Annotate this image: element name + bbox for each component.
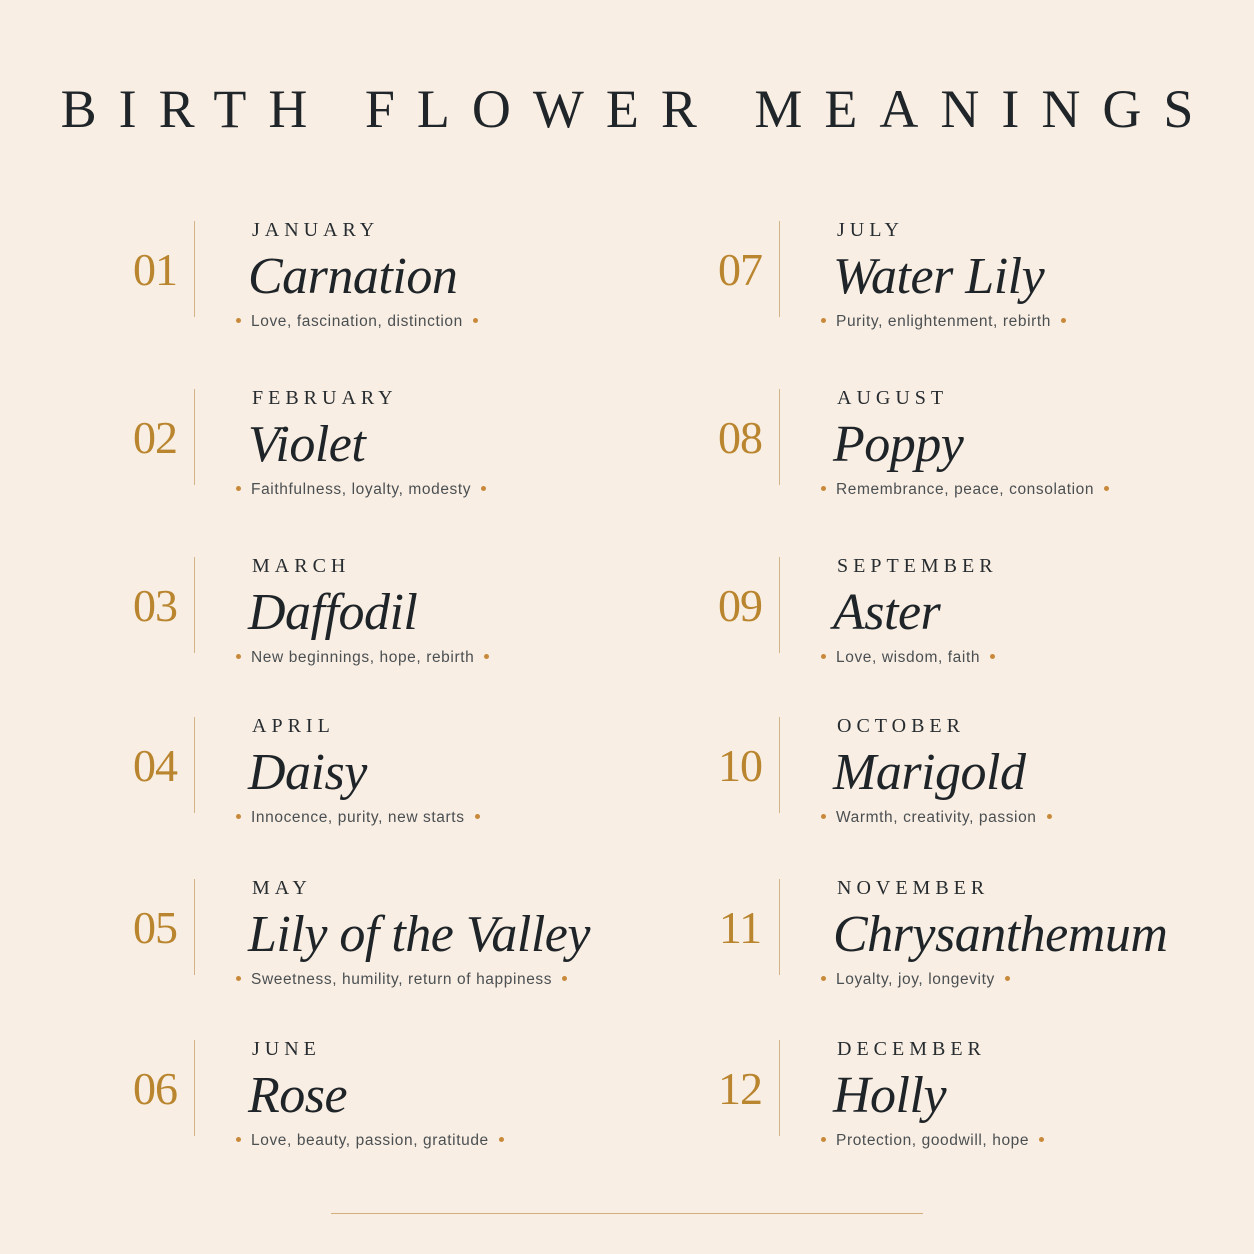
month-label: NOVEMBER bbox=[837, 877, 990, 899]
meaning-text: Loyalty, joy, longevity bbox=[836, 971, 995, 988]
flower-meaning bbox=[236, 809, 490, 827]
flower-name: Aster bbox=[833, 584, 941, 641]
flower-entry-june bbox=[118, 1040, 678, 1180]
flower-entry-august bbox=[703, 389, 1254, 529]
meaning-text: Protection, goodwill, hope bbox=[836, 1132, 1030, 1149]
bullet-dot-icon bbox=[1039, 1137, 1044, 1142]
entry-number: 05 bbox=[133, 902, 177, 953]
flower-entry-july bbox=[703, 221, 1254, 361]
flower-entry-december bbox=[703, 1040, 1254, 1180]
month-label: FEBRUARY bbox=[252, 387, 398, 409]
entry-number: 12 bbox=[718, 1063, 762, 1114]
flower-name: Daffodil bbox=[248, 584, 418, 641]
bullet-dot-icon bbox=[236, 1137, 241, 1142]
bullet-dot-icon bbox=[236, 654, 241, 659]
flower-entry-november bbox=[703, 879, 1254, 1019]
flower-entry-october bbox=[703, 717, 1254, 857]
bullet-dot-icon bbox=[236, 814, 241, 819]
meaning-text: Love, beauty, passion, gratitude bbox=[251, 1132, 489, 1149]
flower-entry-may bbox=[118, 879, 678, 1019]
bullet-dot-icon bbox=[562, 976, 567, 981]
bullet-dot-icon bbox=[481, 486, 486, 491]
flower-meaning bbox=[821, 313, 1076, 331]
vertical-divider bbox=[779, 879, 780, 975]
bullet-dot-icon bbox=[821, 814, 826, 819]
bullet-dot-icon bbox=[1005, 976, 1010, 981]
entry-number: 04 bbox=[133, 740, 177, 791]
bullet-dot-icon bbox=[484, 654, 489, 659]
vertical-divider bbox=[194, 879, 195, 975]
entry-number: 06 bbox=[133, 1063, 177, 1114]
flower-name: Chrysanthemum bbox=[833, 906, 1168, 963]
vertical-divider bbox=[779, 389, 780, 485]
bullet-dot-icon bbox=[236, 318, 241, 323]
month-label: AUGUST bbox=[837, 387, 949, 409]
entry-number: 01 bbox=[133, 244, 177, 295]
entry-number: 02 bbox=[133, 412, 177, 463]
flower-name: Water Lily bbox=[833, 248, 1045, 305]
meaning-text: Love, wisdom, faith bbox=[836, 649, 981, 666]
entry-number: 10 bbox=[718, 740, 762, 791]
flower-meaning bbox=[236, 649, 499, 667]
flower-name: Holly bbox=[833, 1067, 947, 1124]
vertical-divider bbox=[194, 221, 195, 317]
flower-meaning bbox=[821, 649, 1005, 667]
flower-entry-january bbox=[118, 221, 678, 361]
month-label: JULY bbox=[837, 219, 904, 241]
month-label: OCTOBER bbox=[837, 715, 965, 737]
meaning-text: Faithfulness, loyalty, modesty bbox=[251, 481, 472, 498]
bullet-dot-icon bbox=[821, 976, 826, 981]
flower-name: Violet bbox=[248, 416, 366, 473]
month-label: JANUARY bbox=[252, 219, 380, 241]
flower-entry-april bbox=[118, 717, 678, 857]
bullet-dot-icon bbox=[821, 1137, 826, 1142]
bullet-dot-icon bbox=[236, 486, 241, 491]
page-title: BIRTH FLOWER MEANINGS bbox=[60, 79, 1216, 139]
entry-number: 11 bbox=[718, 902, 762, 953]
flower-name: Rose bbox=[248, 1067, 348, 1124]
entry-number: 07 bbox=[718, 244, 762, 295]
bullet-dot-icon bbox=[990, 654, 995, 659]
bullet-dot-icon bbox=[499, 1137, 504, 1142]
month-label: SEPTEMBER bbox=[837, 555, 998, 577]
vertical-divider bbox=[779, 1040, 780, 1136]
flower-entry-february bbox=[118, 389, 678, 529]
vertical-divider bbox=[779, 717, 780, 813]
entry-number: 03 bbox=[133, 580, 177, 631]
vertical-divider bbox=[779, 557, 780, 653]
flower-meaning bbox=[821, 481, 1119, 499]
flower-name: Lily of the Valley bbox=[248, 906, 590, 963]
month-label: APRIL bbox=[252, 715, 335, 737]
flower-name: Marigold bbox=[833, 744, 1026, 801]
entry-number: 09 bbox=[718, 580, 762, 631]
flower-meaning bbox=[821, 971, 1020, 989]
bullet-dot-icon bbox=[475, 814, 480, 819]
meaning-text: Remembrance, peace, consolation bbox=[836, 481, 1095, 498]
meaning-text: New beginnings, hope, rebirth bbox=[251, 649, 475, 666]
meaning-text: Love, fascination, distinction bbox=[251, 313, 463, 330]
flower-name: Carnation bbox=[248, 248, 458, 305]
vertical-divider bbox=[194, 717, 195, 813]
vertical-divider bbox=[779, 221, 780, 317]
bullet-dot-icon bbox=[1104, 486, 1109, 491]
month-label: MARCH bbox=[252, 555, 351, 577]
flower-name: Poppy bbox=[833, 416, 964, 473]
flower-meaning bbox=[236, 313, 488, 331]
meaning-text: Purity, enlightenment, rebirth bbox=[836, 313, 1052, 330]
entry-number: 08 bbox=[718, 412, 762, 463]
bottom-divider bbox=[331, 1213, 923, 1214]
bullet-dot-icon bbox=[473, 318, 478, 323]
flower-meaning bbox=[236, 1132, 514, 1150]
meaning-text: Innocence, purity, new starts bbox=[251, 809, 465, 826]
bullet-dot-icon bbox=[236, 976, 241, 981]
flower-meaning bbox=[821, 1132, 1054, 1150]
meaning-text: Warmth, creativity, passion bbox=[836, 809, 1037, 826]
flower-meaning bbox=[236, 971, 577, 989]
vertical-divider bbox=[194, 557, 195, 653]
month-label: DECEMBER bbox=[837, 1038, 986, 1060]
flower-entry-september bbox=[703, 557, 1254, 697]
bullet-dot-icon bbox=[821, 318, 826, 323]
meaning-text: Sweetness, humility, return of happiness bbox=[251, 971, 553, 988]
month-label: MAY bbox=[252, 877, 312, 899]
bullet-dot-icon bbox=[1047, 814, 1052, 819]
flower-meaning bbox=[821, 809, 1062, 827]
vertical-divider bbox=[194, 389, 195, 485]
flower-name: Daisy bbox=[248, 744, 367, 801]
bullet-dot-icon bbox=[1061, 318, 1066, 323]
flower-entry-march bbox=[118, 557, 678, 697]
vertical-divider bbox=[194, 1040, 195, 1136]
flower-meaning bbox=[236, 481, 496, 499]
bullet-dot-icon bbox=[821, 654, 826, 659]
bullet-dot-icon bbox=[821, 486, 826, 491]
month-label: JUNE bbox=[252, 1038, 321, 1060]
